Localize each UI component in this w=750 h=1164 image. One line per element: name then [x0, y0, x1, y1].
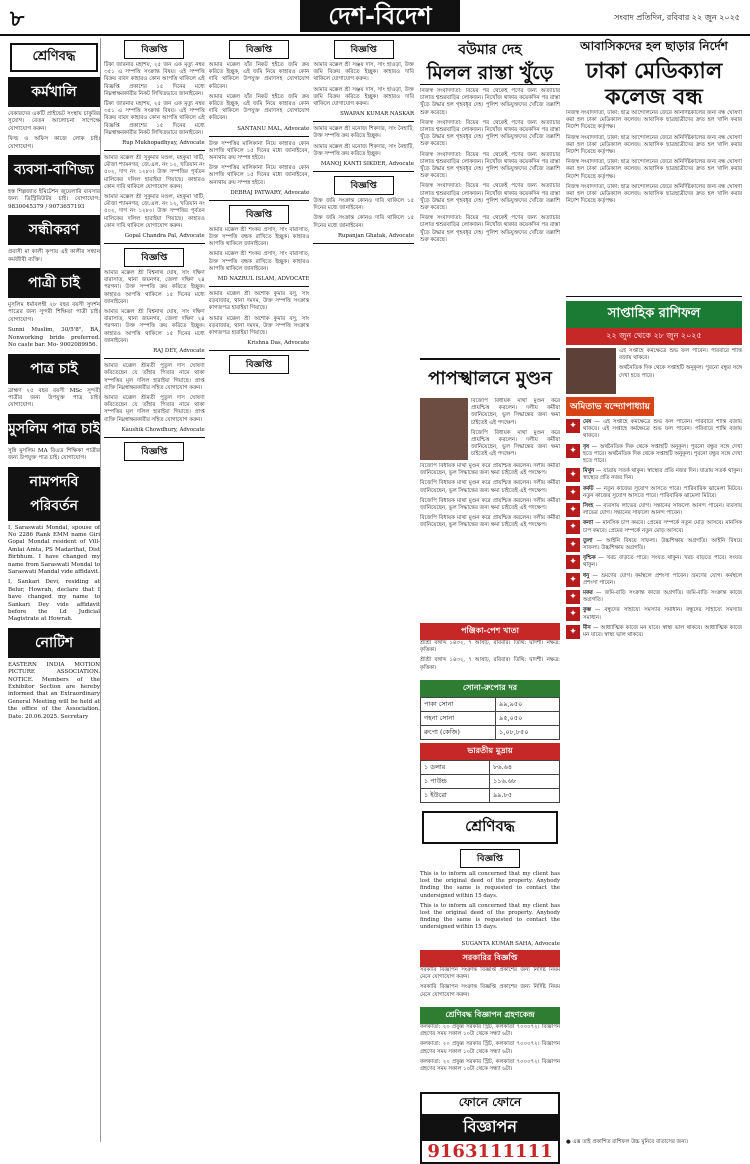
water-bearer-icon: ✦	[566, 607, 580, 621]
rashi-name: কুম্ভ	[583, 607, 592, 614]
rashi-item: ✦ মিথুন — যাত্রায় সতর্ক থাকুন। স্বাস্থ্যের প্রতি নজর দিন। যাত্রায় সতর্ক থাকুন। স্বাস্থ্যের প্রতি নজর দিন।	[566, 468, 742, 482]
archer-icon: ✦	[566, 573, 580, 587]
rashi-item: ✦ কুম্ভ — বন্ধুদের সাহায্যে সমস্যার সমাধান। বন্ধুদের সাহায্যে সমস্যার সমাধান।	[566, 607, 742, 621]
rashi-name: কর্কট	[583, 485, 594, 492]
table-cell: ১ ইউরো	[421, 789, 490, 803]
rashi-text: বন্ধুদের সাহায্যে সমস্যার সমাধান।	[604, 607, 683, 614]
classified-ad: মুসলিম ধর্মাবলম্বী ২৮ বছর বয়সী সুদর্শন পাত্রের জন্য সুন্দরী শিক্ষিতা পাত্রী চাই। যোগাযোগ।	[8, 302, 100, 323]
gold-rate-table	[420, 697, 560, 740]
section-heading: মুসলিম পাত্র চাই	[8, 414, 100, 444]
booking-text: কলকাতা: ২০ প্রফুল্ল সরকার স্ট্রিট, কলকাতা ৭০০০৭২। বিজ্ঞাপন গ্রহণের সময় সকাল ১০টা থেকে সন্ধ্যা ৬টা। কলকাতা: ২০ প্রফুল্ল সরকার স্ট্রিট, কলকাতা ৭০০০৭২। বিজ্ঞাপন গ্রহণের সময় সকাল ১০টা থেকে সন্ধ্যা ৬টা। কলকাতা: ২০ প্রফুল্ল সরকার স্ট্রিট, কলকাতা ৭০০০৭২। বিজ্ঞাপন গ্রহণের সময় সকাল ১০টা থেকে সন্ধ্যা ৬টা।	[420, 1024, 560, 1073]
notice-text: আমার মক্কেল শ্রী শংকর প্রসাদ, সাং বারাসাত, উক্ত সম্পত্তি বন্ধক রাখিতে ইচ্ছুক। কাহারও আপত্তি থাকিলে জানাইবেন।	[208, 226, 310, 248]
footer-note: ● এক্স তাই প্রকাশিত রাশিফল উচ্চ মুনিবে বাতাসের জন্য।	[566, 1139, 689, 1145]
rashi-text: অর্থনৈতিক দিক থেকে সপ্তাহটি অনুকূল। পুরনো বন্ধুর সঙ্গে দেখা হতে পারে।	[583, 443, 742, 457]
notice-text: আমার মক্কেল শ্রীমতী পুতুল দাস ঘোষণা করিতেছেন যে তাঁহার পিতার নামে থাকা সম্পত্তির মূল দলিল হারাইয়া গিয়াছে। প্রাপ্ত ব্যক্তি নিম্নস্বাক্ষরকারীর সহিত যোগাযোগ করুন।	[104, 363, 205, 391]
dhaka-story: আবাসিকদের হল ছাড়ার নির্দেশ ঢাকা মেডিক্যাল কলেজ বন্ধ নিজস্ব সংবাদদাতা, ঢাকা: ছাত্র আন্দোলনের জেরে অনির্দিষ্টকালের জন্য বন্ধ ঘোষণা করা হল ঢাকা মেডিক্যাল কলেজ। আবাসিক ছাত্রছাত্রীদের দ্রুত হল খালি করার নির্দেশ দিয়েছে কর্তৃপক্ষ। নিজস্ব সংবাদদাতা, ঢাকা: ছাত্র আন্দোলনের জেরে অনির্দিষ্টকালের জন্য বন্ধ ঘোষণা করা হল ঢাকা মেডিক্যাল কলেজ। আবাসিক ছাত্রছাত্রীদের দ্রুত হল খালি করার নির্দেশ দিয়েছে কর্তৃপক্ষ। নিজস্ব সংবাদদাতা, ঢাকা: ছাত্র আন্দোলনের জেরে অনির্দিষ্টকালের জন্য বন্ধ ঘোষণা করা হল ঢাকা মেডিক্যাল কলেজ। আবাসিক ছাত্রছাত্রীদের দ্রুত হল খালি করার নির্দেশ দিয়েছে কর্তৃপক্ষ। নিজস্ব সংবাদদাতা, ঢাকা: ছাত্র আন্দোলনের জেরে অনির্দিষ্টকালের জন্য বন্ধ ঘোষণা করা হল ঢাকা মেডিক্যাল কলেজ। আবাসিক ছাত্রছাত্রীদের দ্রুত হল খালি করার নির্দেশ দিয়েছে কর্তৃপক্ষ। সাপ্তাহিক রাশিফল ২২ জুন থেকে ২৮ জুন ২০২৫ এই সপ্তাহে কর্মক্ষেত্রে শুভ ফল পাবেন। পরিবারে শান্তি বজায় থাকবে। অর্থনৈতিক দিক থেকে সপ্তাহটি অনুকূল। পুরনো বন্ধুর সঙ্গে দেখা হতে পারে। অমিতাভ বন্দ্যোপাধ্যায় ✦ মেষ — এই সপ্তাহে কর্মক্ষেত্রে শুভ ফল পাবেন। পরিবারে শান্তি বজায় থাকবে। এই সপ্তাহে কর্মক্ষেত্রে শুভ ফল পাবেন। পরিবারে শান্তি বজায় থাকবে। ✦ বৃষ — অর্থনৈতিক দিক থেকে সপ্তাহটি অনুকূল। পুরনো বন্ধুর সঙ্গে দেখা হতে পারে। অর্থনৈতিক দিক থেকে সপ্তাহটি অনুকূল। পুরনো বন্ধুর সঙ্গে দেখা হতে পারে। ✦ মিথুন — যাত্রায় সতর্ক থাকুন। স্বাস্থ্যের প্রতি নজর দিন। যাত্রায় সতর্ক থাকুন। স্বাস্থ্যের প্রতি নজর দিন। ✦ কর্কট — নতুন কাজের সুযোগ আসতে পারে। পারিবারিক ঝামেলা মিটবে। নতুন কাজের সুযোগ আসতে পারে। পারিবারিক ঝামেলা মিটবে। ✦ সিংহ — ব্যবসায় লাভের যোগ। সন্তানের সাফল্যে আনন্দ পাবেন। ব্যবসায় লাভের যোগ। সন্তানের সাফল্যে আনন্দ পাবেন। ✦ কন্যা — মানসিক চাপ কমবে। প্রেমের সম্পর্কে নতুন মোড় আসবে। মানসিক চাপ কমবে। প্রেমের সম্পর্কে নতুন মোড় আসবে। ✦ তুলা — আইনি বিষয়ে সাফল্য। উচ্চশিক্ষায় অগ্রগতি। আইনি বিষয়ে সাফল্য। উচ্চশিক্ষায় অগ্রগতি। ✦ বৃশ্চিক — খরচ বাড়তে পারে। সংযত থাকুন। খরচ বাড়তে পারে। সংযত থাকুন। ✦ ধনু — ভ্রমণের যোগ। কর্মস্থলে প্রশংসা পাবেন। ভ্রমণের যোগ। কর্মস্থলে প্রশংসা পাবেন। ✦ মকর — জমি-বাড়ি সংক্রান্ত কাজে অগ্রগতি। জমি-বাড়ি সংক্রান্ত কাজে অগ্রগতি। ✦ কুম্ভ — বন্ধুদের সাহায্যে সমস্যার সমাধান। বন্ধুদের সাহায্যে সমস্যার সমাধান। ✦ মীন — আধ্যাত্মিক কাজে মন যাবে। স্বাস্থ্য ভাল থাকবে। আধ্যাত্মিক কাজে মন যাবে। স্বাস্থ্য ভাল থাকবে। ● এক্স তাই প্রকাশিত রাশিফল উচ্চ মুনিবে বাতাসের জন্য।	[566, 39, 742, 1145]
rashi-text: নতুন কাজের সুযোগ আসতে পারে। পারিবারিক ঝামেলা মিটবে।	[603, 485, 742, 492]
bijnapti-label: বিজ্ঞপ্তি	[124, 40, 184, 59]
page-header	[0, 0, 750, 36]
bowma-body: নিজস্ব সংবাদদাতা: বিয়ের পর থেকেই পণের জন্য অত্যাচার চালাত শ্বশুরবাড়ির লোকজন। নিখোঁজ থাকার কয়েকদিন পর রাস্তা খুঁড়ে উদ্ধার হল গৃহবধূর দেহ। পুলিশ অভিযুক্তদের খোঁজে তল্লাশি শুরু করেছে। নিজস্ব সংবাদদাতা: বিয়ের পর থেকেই পণের জন্য অত্যাচার চালাত শ্বশুরবাড়ির লোকজন। নিখোঁজ থাকার কয়েকদিন পর রাস্তা খুঁড়ে উদ্ধার হল গৃহবধূর দেহ। পুলিশ অভিযুক্তদের খোঁজে তল্লাশি শুরু করেছে। নিজস্ব সংবাদদাতা: বিয়ের পর থেকেই পণের জন্য অত্যাচার চালাত শ্বশুরবাড়ির লোকজন। নিখোঁজ থাকার কয়েকদিন পর রাস্তা খুঁড়ে উদ্ধার হল গৃহবধূর দেহ। পুলিশ অভিযুক্তদের খোঁজে তল্লাশি শুরু করেছে। নিজস্ব সংবাদদাতা: বিয়ের পর থেকেই পণের জন্য অত্যাচার চালাত শ্বশুরবাড়ির লোকজন। নিখোঁজ থাকার কয়েকদিন পর রাস্তা খুঁড়ে উদ্ধার হল গৃহবধূর দেহ। পুলিশ অভিযুক্তদের খোঁজে তল্লাশি শুরু করেছে। নিজস্ব সংবাদদাতা: বিয়ের পর থেকেই পণের জন্য অত্যাচার চালাত শ্বশুরবাড়ির লোকজন। নিখোঁজ থাকার কয়েকদিন পর রাস্তা খুঁড়ে উদ্ধার হল গৃহবধূর দেহ। পুলিশ অভিযুক্তদের খোঁজে তল্লাশি শুরু করেছে।	[420, 88, 560, 243]
notice-text: টিকা জারনার মহাশয়, ২৫ জন এক মৃত্যু নম্বর ৩৫১ এ সম্পত্তি সংক্রান্ত বিষয়। এই সম্পত্তি বিক্রয় বাবদ কাহারও কোন আপত্তি থাকিলে এই বিজ্ঞপ্তি প্রকাশের ১৫ দিনের মধ্যে নিম্নস্বাক্ষরকারীর নিকট লিখিতভাবে জানাইবেন।	[104, 101, 205, 136]
papshalan-body: বিজেপি বিধায়ক মাথা মুণ্ডন করে প্রায়শ্চিত্ত করলেন। দলীয় কর্মীরা জানিয়েছেন, ভুল সিদ্ধান্তের জন্য ক্ষমা চাইতেই এই পদক্ষেপ। বিজেপি বিধায়ক মাথা মুণ্ডন করে প্রায়শ্চিত্ত করলেন। দলীয় কর্মীরা জানিয়েছেন, ভুল সিদ্ধান্তের জন্য ক্ষমা চাইতেই এই পদক্ষেপ।	[471, 398, 560, 458]
table-row	[421, 712, 560, 726]
rashi-item: ✦ কর্কট — নতুন কাজের সুযোগ আসতে পারে। পারিবারিক ঝামেলা মিটবে। নতুন কাজের সুযোগ আসতে পারে। পারিবারিক ঝামেলা মিটবে।	[566, 486, 742, 500]
notice-text: আমার মক্কেল শ্রী অশোক কুমার বসু, সাং বড়বাজার, থানা দমদম, উক্ত সম্পত্তি সংক্রান্ত কাগজপত্র হারাইয়া গিয়াছে।	[208, 315, 310, 337]
crab-icon: ✦	[566, 486, 580, 500]
notice-text: আমার মক্কেল শ্রী বিশ্বনাথ ঘোষ, সাং দক্ষিণ বারাসাত, থানা জয়নগর, জেলা দক্ষিণ ২৪ পরগনা। উক্ত সম্পত্তি ক্রয় করিতে ইচ্ছুক। কাহারও আপত্তি থাকিলে ১৫ দিনের মধ্যে জানাইবেন।	[104, 270, 205, 305]
notice-signature: RAJ DEY, Advocate	[153, 348, 205, 355]
table-cell: ১ ডলার	[421, 761, 490, 775]
scales-icon: ✦	[566, 538, 580, 552]
notice-text: আমার মক্কেল যাঁর নিকট হইতে জমি ক্রয় করিতে ইচ্ছুক, এই জমি নিয়ে কাহারও কোন দাবি থাকিলে উপযুক্ত প্রমাণসহ যোগাযোগ করিবেন।	[208, 62, 310, 90]
section-heading: সন্ধীকরণ	[8, 215, 100, 245]
rashi-item: ✦ বৃষ — অর্থনৈতিক দিক থেকে সপ্তাহটি অনুকূল। পুরনো বন্ধুর সঙ্গে দেখা হতে পারে। অর্থনৈতিক দিক থেকে সপ্তাহটি অনুকূল। পুরনো বন্ধুর সঙ্গে দেখা হতে পারে।	[566, 444, 742, 466]
rashi-item: ✦ মকর — জমি-বাড়ি সংক্রান্ত কাজে অগ্রগতি। জমি-বাড়ি সংক্রান্ত কাজে অগ্রগতি।	[566, 590, 742, 604]
booking-title: শ্রেণিবদ্ধ বিজ্ঞাপন গ্রহণকেন্দ্র	[420, 1007, 560, 1024]
notice-text: আমার মক্কেল শ্রী বিশ্বনাথ ঘোষ, সাং দক্ষিণ বারাসাত, থানা জয়নগর, জেলা দক্ষিণ ২৪ পরগনা। উক্ত সম্পত্তি ক্রয় করিতে ইচ্ছুক। কাহারও আপত্তি থাকিলে ১৫ দিনের মধ্যে জানাইবেন।	[104, 309, 205, 344]
ram-icon: ✦	[566, 419, 580, 433]
bowma-story: বউমার দেহ মিলল রাস্তা খুঁড়ে নিজস্ব সংবাদদাতা: বিয়ের পর থেকেই পণের জন্য অত্যাচার চালাত শ্বশুরবাড়ির লোকজন। নিখোঁজ থাকার কয়েকদিন পর রাস্তা খুঁড়ে উদ্ধার হল গৃহবধূর দেহ। পুলিশ অভিযুক্তদের খোঁজে তল্লাশি শুরু করেছে। নিজস্ব সংবাদদাতা: বিয়ের পর থেকেই পণের জন্য অত্যাচার চালাত শ্বশুরবাড়ির লোকজন। নিখোঁজ থাকার কয়েকদিন পর রাস্তা খুঁড়ে উদ্ধার হল গৃহবধূর দেহ। পুলিশ অভিযুক্তদের খোঁজে তল্লাশি শুরু করেছে। নিজস্ব সংবাদদাতা: বিয়ের পর থেকেই পণের জন্য অত্যাচার চালাত শ্বশুরবাড়ির লোকজন। নিখোঁজ থাকার কয়েকদিন পর রাস্তা খুঁড়ে উদ্ধার হল গৃহবধূর দেহ। পুলিশ অভিযুক্তদের খোঁজে তল্লাশি শুরু করেছে। নিজস্ব সংবাদদাতা: বিয়ের পর থেকেই পণের জন্য অত্যাচার চালাত শ্বশুরবাড়ির লোকজন। নিখোঁজ থাকার কয়েকদিন পর রাস্তা খুঁড়ে উদ্ধার হল গৃহবধূর দেহ। পুলিশ অভিযুক্তদের খোঁজে তল্লাশি শুরু করেছে। নিজস্ব সংবাদদাতা: বিয়ের পর থেকেই পণের জন্য অত্যাচার চালাত শ্বশুরবাড়ির লোকজন। নিখোঁজ থাকার কয়েকদিন পর রাস্তা খুঁড়ে উদ্ধার হল গৃহবধূর দেহ। পুলিশ অভিযুক্তদের খোঁজে তল্লাশি শুরু করেছে। পাপস্খালনে মুণ্ডন বিজেপি বিধায়ক মাথা মুণ্ডন করে প্রায়শ্চিত্ত করলেন। দলীয় কর্মীরা জানিয়েছেন, ভুল সিদ্ধান্তের জন্য ক্ষমা চাইতেই এই পদক্ষেপ। বিজেপি বিধায়ক মাথা মুণ্ডন করে প্রায়শ্চিত্ত করলেন। দলীয় কর্মীরা জানিয়েছেন, ভুল সিদ্ধান্তের জন্য ক্ষমা চাইতেই এই পদক্ষেপ। বিজেপি বিধায়ক মাথা মুণ্ডন করে প্রায়শ্চিত্ত করলেন। দলীয় কর্মীরা জানিয়েছেন, ভুল সিদ্ধান্তের জন্য ক্ষমা চাইতেই এই পদক্ষেপ। বিজেপি বিধায়ক মাথা মুণ্ডন করে প্রায়শ্চিত্ত করলেন। দলীয় কর্মীরা জানিয়েছেন, ভুল সিদ্ধান্তের জন্য ক্ষমা চাইতেই এই পদক্ষেপ। বিজেপি বিধায়ক মাথা মুণ্ডন করে প্রায়শ্চিত্ত করলেন। দলীয় কর্মীরা জানিয়েছেন, ভুল সিদ্ধান্তের জন্য ক্ষমা চাইতেই এই পদক্ষেপ। বিজেপি বিধায়ক মাথা মুণ্ডন করে প্রায়শ্চিত্ত করলেন। দলীয় কর্মীরা জানিয়েছেন, ভুল সিদ্ধান্তের জন্য ক্ষমা চাইতেই এই পদক্ষেপ। পঞ্জিকা-পেশ খাতা শ্রীশ্রী বঙ্গাব্দ ১৪৩২, ৭ আষাঢ়, রবিবার। তিথি: দ্বাদশী। নক্ষত্র: কৃত্তিকা। শ্রীশ্রী বঙ্গাব্দ ১৪৩২, ৭ আষাঢ়, রবিবার। তিথি: দ্বাদশী। নক্ষত্র: কৃত্তিকা। সোনা-রুপোর দর পাকা সোনা ৯৯,৯৫০ গহনা সোনা ৯৫,০৫০ রুপো (কেজি) ১,০৮,৮৫০ ভারতীয় মুদ্রায় ১ ডলার ৮৬.৬৪ ১ পাউন্ড ১১৬.৬৮ ১ ইউরো ৯৯.৮৫ শ্রেণিবদ্ধ বিজ্ঞপ্তি This is to inform all concerned that my client has lost the original deed of the property. Anybody finding the same is requested to contact the undersigned within 15 days. This is to inform all concerned that my client has lost the original deed of the property. Anybody finding the same is requested to contact the undersigned within 15 days. SUGANTA KUMAR SAHA, Advocate সরকারির বিজ্ঞপ্তি সরকারি বিজ্ঞাপন সংক্রান্ত বিজ্ঞপ্তি প্রকাশের জন্য নির্দিষ্ট নিয়ম মেনে যোগাযোগ করুন। সরকারি বিজ্ঞাপন সংক্রান্ত বিজ্ঞপ্তি প্রকাশের জন্য নির্দিষ্ট নিয়ম মেনে যোগাযোগ করুন। শ্রেণিবদ্ধ বিজ্ঞাপন গ্রহণকেন্দ্র কলকাতা: ২০ প্রফুল্ল সরকার স্ট্রিট, কলকাতা ৭০০০৭২। বিজ্ঞাপন গ্রহণের সময় সকাল ১০টা থেকে সন্ধ্যা ৬টা। কলকাতা: ২০ প্রফুল্ল সরকার স্ট্রিট, কলকাতা ৭০০০৭২। বিজ্ঞাপন গ্রহণের সময় সকাল ১০টা থেকে সন্ধ্যা ৬টা। কলকাতা: ২০ প্রফুল্ল সরকার স্ট্রিট, কলকাতা ৭০০০৭২। বিজ্ঞাপন গ্রহণের সময় সকাল ১০টা থেকে সন্ধ্যা ৬টা। ফোনে ফোনে বিজ্ঞাপন 9163111111	[420, 38, 560, 1164]
notice-signature: Gopal Chandra Pal, Advocate	[124, 233, 205, 240]
goat-icon: ✦	[566, 590, 580, 604]
photo-placeholder	[420, 398, 468, 460]
notice-signature: DEBRAJ PATWARY, Advocate	[230, 189, 310, 196]
notice-text: উক্ত জমি সংক্রান্ত কোনও দাবি থাকিলে ১৫ দিনের মধ্যে জানাইবেন।	[313, 215, 414, 229]
notice-subcolumn	[209, 38, 310, 1142]
rashi-item: ✦ সিংহ — ব্যবসায় লাভের যোগ। সন্তানের সাফল্যে আনন্দ পাবেন। ব্যবসায় লাভের যোগ। সন্তানের সাফল্যে আনন্দ পাবেন।	[566, 503, 742, 517]
dhaka-headline: ঢাকা মেডিক্যাল কলেজ বন্ধ	[585, 58, 723, 110]
right-classifieds-title: শ্রেণিবদ্ধ	[422, 811, 558, 844]
rashifal-author: অমিতাভ বন্দ্যোপাধ্যায়	[566, 397, 654, 416]
table-cell: গহনা সোনা	[421, 712, 496, 726]
notice-text: আমার মক্কেল যাঁর নিকট হইতে জমি ক্রয় করিতে ইচ্ছুক, এই জমি নিয়ে কাহারও কোন দাবি থাকিলে উপযুক্ত প্রমাণসহ যোগাযোগ করিবেন।	[208, 93, 310, 122]
maiden-icon: ✦	[566, 520, 580, 534]
notice-signature: Krishna Das, Advocate	[247, 340, 310, 347]
rashi-text: ভ্রমণের যোগ। কর্মস্থলে প্রশংসা পাবেন।	[601, 572, 689, 579]
bowma-kicker: বউমার দেহ	[458, 42, 522, 58]
notice-text: উক্ত সম্পত্তির মালিকানা নিয়ে কাহারও কোন আপত্তি থাকিলে ১৫ দিনের মধ্যে জানাইবেন, অন্যথায় ক্রয় সম্পন্ন হইবে।	[208, 165, 310, 186]
classified-ad: Sunni Muslim, 30/5'8", BA, Nonworking bride preferred. No caste bar. Mo- 9002089956.	[8, 327, 100, 349]
twins-icon: ✦	[566, 468, 580, 482]
rashi-text: জমি-বাড়ি সংক্রান্ত কাজে অগ্রগতি।	[604, 590, 684, 597]
rashi-name: মকর	[583, 590, 593, 597]
notices-area	[104, 38, 414, 1142]
rashi-name: বৃষ	[583, 443, 589, 450]
rashi-item: ✦ তুলা — আইনি বিষয়ে সাফল্য। উচ্চশিক্ষায় অগ্রগতি। আইনি বিষয়ে সাফল্য। উচ্চশিক্ষায় অগ্রগতি।	[566, 538, 742, 552]
rashi-text: যাত্রায় সতর্ক থাকুন। স্বাস্থ্যের প্রতি নজর দিন।	[603, 468, 698, 475]
bowma-headline: মিলল রাস্তা খুঁড়ে	[420, 62, 560, 85]
table-cell: ৮৬.৬৪	[490, 761, 560, 775]
currency-title: ভারতীয় মুদ্রায়	[420, 743, 560, 760]
phone-ad-top: ফোনে ফোনে	[458, 1095, 522, 1109]
notice-text: আমার মক্কেল শ্রী সঞ্জয় দাস, সাং হাওড়া, উক্ত জমি বিক্রয় করিতে ইচ্ছুক। কাহারও দাবি থাকিলে যোগাযোগ করুন।	[313, 86, 414, 108]
classified-ad: বেকারদের একটি প্রাইভেট সংস্থায় চাকুরির সুযোগ। বেতন আলোচনা সাপেক্ষে যোগাযোগ করুন।	[8, 111, 100, 132]
phone-ad	[420, 1092, 560, 1164]
govt-text: সরকারি বিজ্ঞাপন সংক্রান্ত বিজ্ঞপ্তি প্রকাশের জন্য নির্দিষ্ট নিয়ম মেনে যোগাযোগ করুন। সরকারি বিজ্ঞাপন সংক্রান্ত বিজ্ঞপ্তি প্রকাশের জন্য নির্দিষ্ট নিয়ম মেনে যোগাযোগ করুন।	[420, 967, 560, 998]
table-cell: ১১৬.৬৮	[490, 775, 560, 789]
bull-icon: ✦	[566, 444, 580, 458]
section-heading: পাত্রী চাই	[8, 268, 100, 298]
currency-table	[420, 760, 560, 803]
table-cell: ৯৫,০৫০	[496, 712, 560, 726]
notice-text: আমার মক্কেল শ্রী শংকর প্রসাদ, সাং বারাসাত, উক্ত সম্পত্তি বন্ধক রাখিতে ইচ্ছুক। কাহারও আপত্তি থাকিলে জানাইবেন।	[208, 251, 310, 272]
right-bijnapti-label: বিজ্ঞপ্তি	[460, 849, 520, 868]
classified-ad: EASTERN INDIA MOTION PICTURE ASSOCIATION. NOTICE. Members of the Exhibitor Section are hereby informed that an Extraordinary General Meeting will be held at the office of the Association. Date: 20.06.2025. Secretary	[8, 661, 100, 720]
rashi-item: ✦ কন্যা — মানসিক চাপ কমবে। প্রেমের সম্পর্কে নতুন মোড় আসবে। মানসিক চাপ কমবে। প্রেমের সম্পর্কে নতুন মোড় আসবে।	[566, 520, 742, 534]
notice-text: আমার মক্কেল শ্রী মনোজ শিকদার, সাং নৈহাটি, উক্ত সম্পত্তি ক্রয় করিতে ইচ্ছুক।	[313, 126, 414, 140]
rashi-text: ব্যবসায় লাভের যোগ। সন্তানের সাফল্যে আনন্দ পাবেন।	[603, 503, 724, 510]
rashi-name: সিংহ	[583, 503, 594, 510]
rashi-item: ✦ বৃশ্চিক — খরচ বাড়তে পারে। সংযত থাকুন। খরচ বাড়তে পারে। সংযত থাকুন।	[566, 555, 742, 569]
scorpion-icon: ✦	[566, 555, 580, 569]
section-heading: নোটিশ	[8, 628, 100, 658]
panjika-text: শ্রীশ্রী বঙ্গাব্দ ১৪৩২, ৭ আষাঢ়, রবিবার। তিথি: দ্বাদশী। নক্ষত্র: কৃত্তিকা। শ্রীশ্রী বঙ্গাব্দ ১৪৩২, ৭ আষাঢ়, রবিবার। তিথি: দ্বাদশী। নক্ষত্র: কৃত্তিকা।	[420, 640, 560, 671]
rashi-name: মেষ	[583, 419, 592, 425]
section-heading: নামপদবি পরিবর্তন	[8, 467, 100, 521]
bijnapti-label: বিজ্ঞপ্তি	[124, 248, 184, 267]
rashi-text: মানসিক চাপ কমবে। প্রেমের সম্পর্কে নতুন মোড় আসবে।	[602, 520, 724, 527]
table-cell: ১,০৮,৮৫০	[496, 726, 560, 740]
rashi-text: আইনি বিষয়ে সাফল্য। উচ্চশিক্ষায় অগ্রগতি।	[605, 537, 708, 544]
notice-signature: Rupanjan Ghatak, Advocate	[337, 232, 414, 239]
notice-signature: SWAPAN KUMAR NASKAR	[340, 111, 414, 118]
notice-text: আমার মক্কেল শ্রী সঞ্জয় দাস, সাং হাওড়া, উক্ত জমি বিক্রয় করিতে ইচ্ছুক। কাহারও দাবি থাকিলে যোগাযোগ করুন।	[313, 62, 414, 83]
notice-signature: Rup Mukhopadhyay, Advocate	[122, 140, 205, 147]
classified-ad: হস্ত শিল্পজাত ইমিটেশন জুয়েলারি ব্যবসার জন্য ডিস্ট্রিবিউটর চাই। যোগাযোগ: 9830045379 / 9073657193	[8, 189, 100, 210]
lion-icon: ✦	[566, 503, 580, 517]
classified-ad: সুন্নি মুসলিম MA বিএড শিক্ষিকা পাত্রীর জন্য উপযুক্ত পাত্র চাই। যোগাযোগ।	[8, 447, 100, 462]
panjika-title: পঞ্জিকা-পেশ খাতা	[420, 623, 560, 640]
notice-text: আমার মক্কেল শ্রী সুকুমার মণ্ডল, মহকুমা খাটি, মৌজা শ্যামনগর, জে.এল. নং ১২, খতিয়ান নং ৫০২, দাগ নং ১২৮০। উক্ত সম্পত্তির পূর্বতন মালিকের দলিল হারাইয়া গিয়াছে। কাহারও কোন দাবি থাকিলে যোগাযোগ করুন।	[104, 155, 205, 190]
classified-ad: I, Sankari Devi, residing at Belur, Howrah, declare that I have changed my name to Sankari Dey vide affidavit before the Ld Judicial Magistrate at Howrah.	[8, 579, 100, 623]
rashi-text: এই সপ্তাহে কর্মক্ষেত্রে শুভ ফল পাবেন। পরিবারে শান্তি বজায় থাকবে।	[583, 419, 742, 433]
rashi-item: ✦ মীন — আধ্যাত্মিক কাজে মন যাবে। স্বাস্থ্য ভাল থাকবে। আধ্যাত্মিক কাজে মন যাবে। স্বাস্থ্য ভাল থাকবে।	[566, 625, 742, 639]
rashifal-list	[566, 419, 742, 1139]
notice-subcolumn	[104, 38, 205, 1142]
notice-text: উক্ত জমি সংক্রান্ত কোনও দাবি থাকিলে ১৫ দিনের মধ্যে জানাইবেন।	[313, 198, 414, 212]
dhaka-kicker: আবাসিকদের হল ছাড়ার নির্দেশ	[580, 39, 728, 53]
table-row	[421, 761, 560, 775]
classified-ad: ফিল্ড ও অফিস কাজে লোক চাই। যোগাযোগ।	[8, 136, 100, 150]
masthead: দেশ-বিদেশ	[300, 0, 460, 32]
classifieds-column	[8, 38, 101, 1142]
phone-ad-number: 9163111111	[427, 1141, 553, 1162]
notice-subcolumn	[313, 38, 414, 1142]
section-heading: ব্যবসা-বাণিজ্য	[8, 155, 100, 185]
rashi-item: ✦ ধনু — ভ্রমণের যোগ। কর্মস্থলে প্রশংসা পাবেন। ভ্রমণের যোগ। কর্মস্থলে প্রশংসা পাবেন।	[566, 573, 742, 587]
rashi-text: আধ্যাত্মিক কাজে মন যাবে। স্বাস্থ্য ভাল থাকবে।	[600, 624, 703, 631]
phone-ad-mid: বিজ্ঞাপন	[422, 1114, 558, 1141]
notice-signature: SANTANU MAL, Advocate	[237, 125, 310, 132]
notice-text: উক্ত সম্পত্তির মালিকানা নিয়ে কাহারও কোন আপত্তি থাকিলে ১৫ দিনের মধ্যে জানাইবেন, অন্যথায় ক্রয় সম্পন্ন হইবে।	[208, 140, 310, 162]
notice-text: আমার মক্কেল শ্রীমতী পুতুল দাস ঘোষণা করিতেছেন যে তাঁহার পিতার নামে থাকা সম্পত্তির মূল দলিল হারাইয়া গিয়াছে। প্রাপ্ত ব্যক্তি নিম্নস্বাক্ষরকারীর সহিত যোগাযোগ করুন।	[104, 394, 205, 423]
classifieds-title: শ্রেণিবদ্ধ	[10, 43, 98, 72]
classified-sections	[8, 77, 100, 721]
rashi-name: বৃশ্চিক	[583, 555, 596, 562]
notice-signature: MD NAZRUL ISLAM, ADVOCATE	[217, 276, 310, 283]
table-cell: পাকা সোনা	[421, 698, 496, 712]
table-row	[421, 775, 560, 789]
notice-text: আমার মক্কেল শ্রী সুকুমার মণ্ডল, মহকুমা খাটি, মৌজা শ্যামনগর, জে.এল. নং ১২, খতিয়ান নং ৫০২, দাগ নং ১২৮০। উক্ত সম্পত্তির পূর্বতন মালিকের দলিল হারাইয়া গিয়াছে। কাহারও কোন দাবি থাকিলে যোগাযোগ করুন।	[104, 194, 205, 229]
notice-columns	[104, 38, 414, 1142]
table-cell: ৯৯.৮৫	[490, 789, 560, 803]
rashifal-title: সাপ্তাহিক রাশিফল	[566, 301, 742, 328]
govt-title: সরকারির বিজ্ঞপ্তি	[420, 950, 560, 967]
classified-ad: ব্রাহ্মণ ২৫ বছর বয়সী MSc সুন্দরী পাত্রীর জন্য উপযুক্ত পাত্র চাই। যোগাযোগ।	[8, 387, 100, 409]
table-cell: রুপো (কেজি)	[421, 726, 496, 740]
notice-signature: Kaushik Chowdhury, Advocate	[121, 426, 205, 433]
papshalan-headline: পাপস্খালনে মুণ্ডন	[420, 358, 560, 395]
dateline: সংবাদ প্রতিদিন, রবিবার ২২ জুন ২০২৫	[614, 13, 740, 22]
bijnapti-label: বিজ্ঞপ্তি	[124, 442, 184, 461]
classified-ad: প্রবাসী মা কালী কৃপায় এই কালীর সন্ধান কর্মজীবী ব্যক্তি।	[8, 249, 100, 263]
dhaka-body: নিজস্ব সংবাদদাতা, ঢাকা: ছাত্র আন্দোলনের জেরে অনির্দিষ্টকালের জন্য বন্ধ ঘোষণা করা হল ঢাকা মেডিক্যাল কলেজ। আবাসিক ছাত্রছাত্রীদের দ্রুত হল খালি করার নির্দেশ দিয়েছে কর্তৃপক্ষ। নিজস্ব সংবাদদাতা, ঢাকা: ছাত্র আন্দোলনের জেরে অনির্দিষ্টকালের জন্য বন্ধ ঘোষণা করা হল ঢাকা মেডিক্যাল কলেজ। আবাসিক ছাত্রছাত্রীদের দ্রুত হল খালি করার নির্দেশ দিয়েছে কর্তৃপক্ষ। নিজস্ব সংবাদদাতা, ঢাকা: ছাত্র আন্দোলনের জেরে অনির্দিষ্টকালের জন্য বন্ধ ঘোষণা করা হল ঢাকা মেডিক্যাল কলেজ। আবাসিক ছাত্রছাত্রীদের দ্রুত হল খালি করার নির্দেশ দিয়েছে কর্তৃপক্ষ। নিজস্ব সংবাদদাতা, ঢাকা: ছাত্র আন্দোলনের জেরে অনির্দিষ্টকালের জন্য বন্ধ ঘোষণা করা হল ঢাকা মেডিক্যাল কলেজ। আবাসিক ছাত্রছাত্রীদের দ্রুত হল খালি করার নির্দেশ দিয়েছে কর্তৃপক্ষ।	[566, 110, 742, 297]
astrologer-photo	[566, 348, 616, 394]
classified-ad: I, Saraswati Mondal, spouse of No 2286 Rank EMM name Giri Gopal Mondal resident of Vill-Amlai Amta, PS Madarihat, Dist Birbhum. I have changed my name from Saraswati Mondal to Saraswati Mandal vide affidavit.	[8, 524, 100, 575]
section-heading: কর্মখালি	[8, 77, 100, 107]
rashi-name: কন্যা	[583, 520, 594, 527]
notice-text: আমার মক্কেল শ্রী অশোক কুমার বসু, সাং বড়বাজার, থানা দমদম, উক্ত সম্পত্তি সংক্রান্ত কাগজপত্র হারাইয়া গিয়াছে।	[208, 291, 310, 312]
bijnapti-label: বিজ্ঞপ্তি	[229, 205, 289, 224]
rashi-name: ধনু	[583, 572, 590, 579]
bijnapti-label: বিজ্ঞপ্তি	[334, 40, 394, 59]
bijnapti-label: বিজ্ঞপ্তি	[229, 355, 289, 374]
bijnapti-label: বিজ্ঞপ্তি	[229, 40, 289, 59]
right-sign: SUGANTA KUMAR SAHA, Advocate	[461, 941, 560, 947]
rashi-text: খরচ বাড়তে পারে। সংযত থাকুন।	[606, 555, 682, 562]
rashi-name: মীন	[583, 624, 591, 631]
table-row	[421, 698, 560, 712]
table-cell: ১ পাউন্ড	[421, 775, 490, 789]
notice-text: টিকা জারনার মহাশয়, ২৫ জন এক মৃত্যু নম্বর ৩৫১ এ সম্পত্তি সংক্রান্ত বিষয়। এই সম্পত্তি বিক্রয় বাবদ কাহারও কোন আপত্তি থাকিলে এই বিজ্ঞপ্তি প্রকাশের ১৫ দিনের মধ্যে নিম্নস্বাক্ষরকারীর নিকট লিখিতভাবে জানাইবেন।	[104, 62, 205, 97]
rashi-name: তুলা	[583, 537, 593, 544]
table-row	[421, 789, 560, 803]
bijnapti-label: বিজ্ঞপ্তি	[334, 176, 394, 195]
table-row	[421, 726, 560, 740]
rashi-item: ✦ মেষ — এই সপ্তাহে কর্মক্ষেত্রে শুভ ফল পাবেন। পরিবারে শান্তি বজায় থাকবে। এই সপ্তাহে কর্মক্ষেত্রে শুভ ফল পাবেন। পরিবারে শান্তি বজায় থাকবে।	[566, 419, 742, 441]
page-number: ৮	[10, 6, 25, 32]
notice-signature: MANOJ KANTI SIKDER, Advocate	[320, 161, 414, 168]
gold-title: সোনা-রুপোর দর	[420, 680, 560, 697]
table-cell: ৯৯,৯৫০	[496, 698, 560, 712]
fish-icon: ✦	[566, 625, 580, 639]
notice-text: আমার মক্কেল শ্রী মনোজ শিকদার, সাং নৈহাটি, উক্ত সম্পত্তি ক্রয় করিতে ইচ্ছুক।	[313, 143, 414, 157]
section-heading: পাত্র চাই	[8, 354, 100, 384]
rashi-name: মিথুন	[583, 468, 595, 475]
rashifal-dates: ২২ জুন থেকে ২৮ জুন ২০২৫	[566, 328, 742, 345]
